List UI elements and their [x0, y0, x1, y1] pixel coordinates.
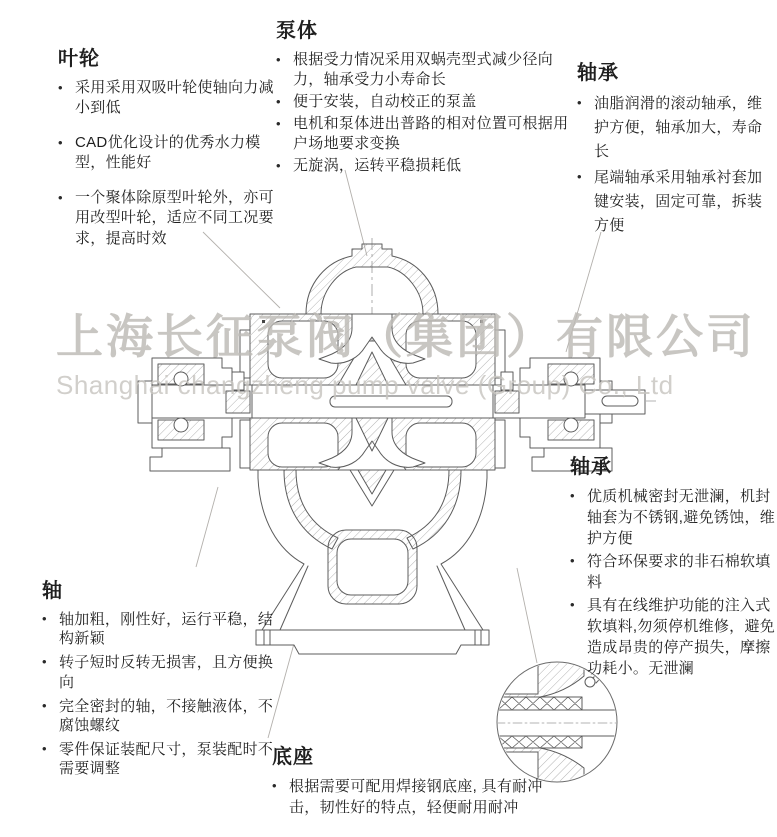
note-bullet-text: • 零件保证装配尺寸，泵装配时不需要调整: [59, 741, 274, 778]
note-bullet: [276, 50, 579, 90]
note-bullet: [276, 114, 579, 154]
note-bullet: [570, 486, 777, 549]
note-bullet: [42, 653, 285, 691]
watermark-english: Shanghai changzheng pump valve (Group) Co., Ltd: [56, 370, 674, 400]
note-bullet-text: • 一个聚体除原型叶轮外，亦可用改型叶轮，适应不同工况要求，提高时效: [75, 189, 274, 247]
note-bullet: [58, 133, 279, 173]
note-bearing-right-title: 轴承: [570, 456, 612, 478]
note-bullet-text: • 油脂润滑的滚动轴承，维护方便，轴承加大，寿命长: [594, 95, 763, 160]
note-shaft-list: [42, 610, 285, 779]
note-shaft: [42, 574, 285, 784]
note-pump-body-title: 泵体: [276, 20, 318, 42]
note-bullet: [42, 697, 285, 735]
note-bullet: [570, 551, 777, 593]
base-plate: [256, 630, 489, 654]
note-bullet: [276, 156, 579, 176]
note-base-list: [272, 776, 544, 819]
note-impeller-list: [58, 78, 279, 249]
note-bullet-text: • 轴加粗，刚性好，运行平稳，结构新颖: [59, 611, 274, 648]
note-bullet-text: • 转子短时反转无损害，且方便换向: [59, 654, 274, 691]
note-bullet-text: • 无旋涡，运转平稳损耗低: [293, 157, 462, 175]
note-pump-body: [276, 14, 579, 179]
watermark-chinese: 上海长征泵阀（集团）有限公司: [56, 310, 756, 363]
note-bullet: [42, 740, 285, 778]
note-bullet-text: • 根据受力情况采用双蜗壳型式减少径向力，轴承受力小寿命长: [293, 51, 554, 89]
note-bullet: [276, 92, 579, 112]
note-bearing-top-list: [577, 92, 776, 238]
note-impeller-title: 叶轮: [58, 48, 100, 70]
note-bullet-text: • 具有在线维护功能的注入式软填料,勿须停机维修，避免造成昂贵的停产损失，摩擦功耗小。无泄澜: [587, 597, 776, 677]
note-bullet-text: • 根据需要可配用焊接钢底座, 具有耐冲击，韧性好的特点，轻便耐用耐冲: [289, 778, 543, 817]
note-shaft-title: 轴: [42, 580, 63, 602]
note-bullet-text: • 便于安装，自动校正的泵盖: [293, 93, 477, 111]
note-bullet: [570, 595, 777, 679]
note-bullet: [577, 166, 776, 238]
upper-casing: [240, 314, 505, 385]
note-bearing-right-list: [570, 486, 777, 679]
note-bullet-text: • 尾端轴承采用轴承衬套加键安装，固定可靠，拆装方便: [594, 169, 763, 234]
note-base: [272, 740, 544, 821]
note-impeller: [58, 42, 279, 264]
note-bullet-text: • 优质机械密封无泄澜，机封轴套为不锈钢,避免锈蚀，维护方便: [587, 488, 776, 547]
note-bullet-text: • CAD优化设计的优秀水力模型，性能好: [75, 134, 261, 172]
note-bullet: [42, 610, 285, 648]
note-bearing-right: [570, 450, 777, 681]
note-bullet: [58, 78, 279, 118]
note-pump-body-list: [276, 50, 579, 177]
note-base-title: 底座: [272, 746, 314, 768]
note-bullet-text: • 电机和泵体进出普路的相对位置可根据用户场地要求变换: [293, 115, 569, 153]
note-bullet-text: • 完全密封的轴，不接触液体，不腐蚀螺纹: [59, 697, 274, 734]
note-bullet: [58, 188, 279, 248]
note-bearing-top: [577, 56, 776, 240]
note-bullet-text: • 符合环保要求的非石棉软填料: [587, 553, 771, 591]
note-bearing-top-title: 轴承: [577, 62, 619, 84]
note-bullet: [272, 776, 544, 819]
note-bullet: [577, 92, 776, 164]
note-bullet-text: • 采用采用双吸叶轮使轴向力减小到低: [75, 79, 274, 117]
